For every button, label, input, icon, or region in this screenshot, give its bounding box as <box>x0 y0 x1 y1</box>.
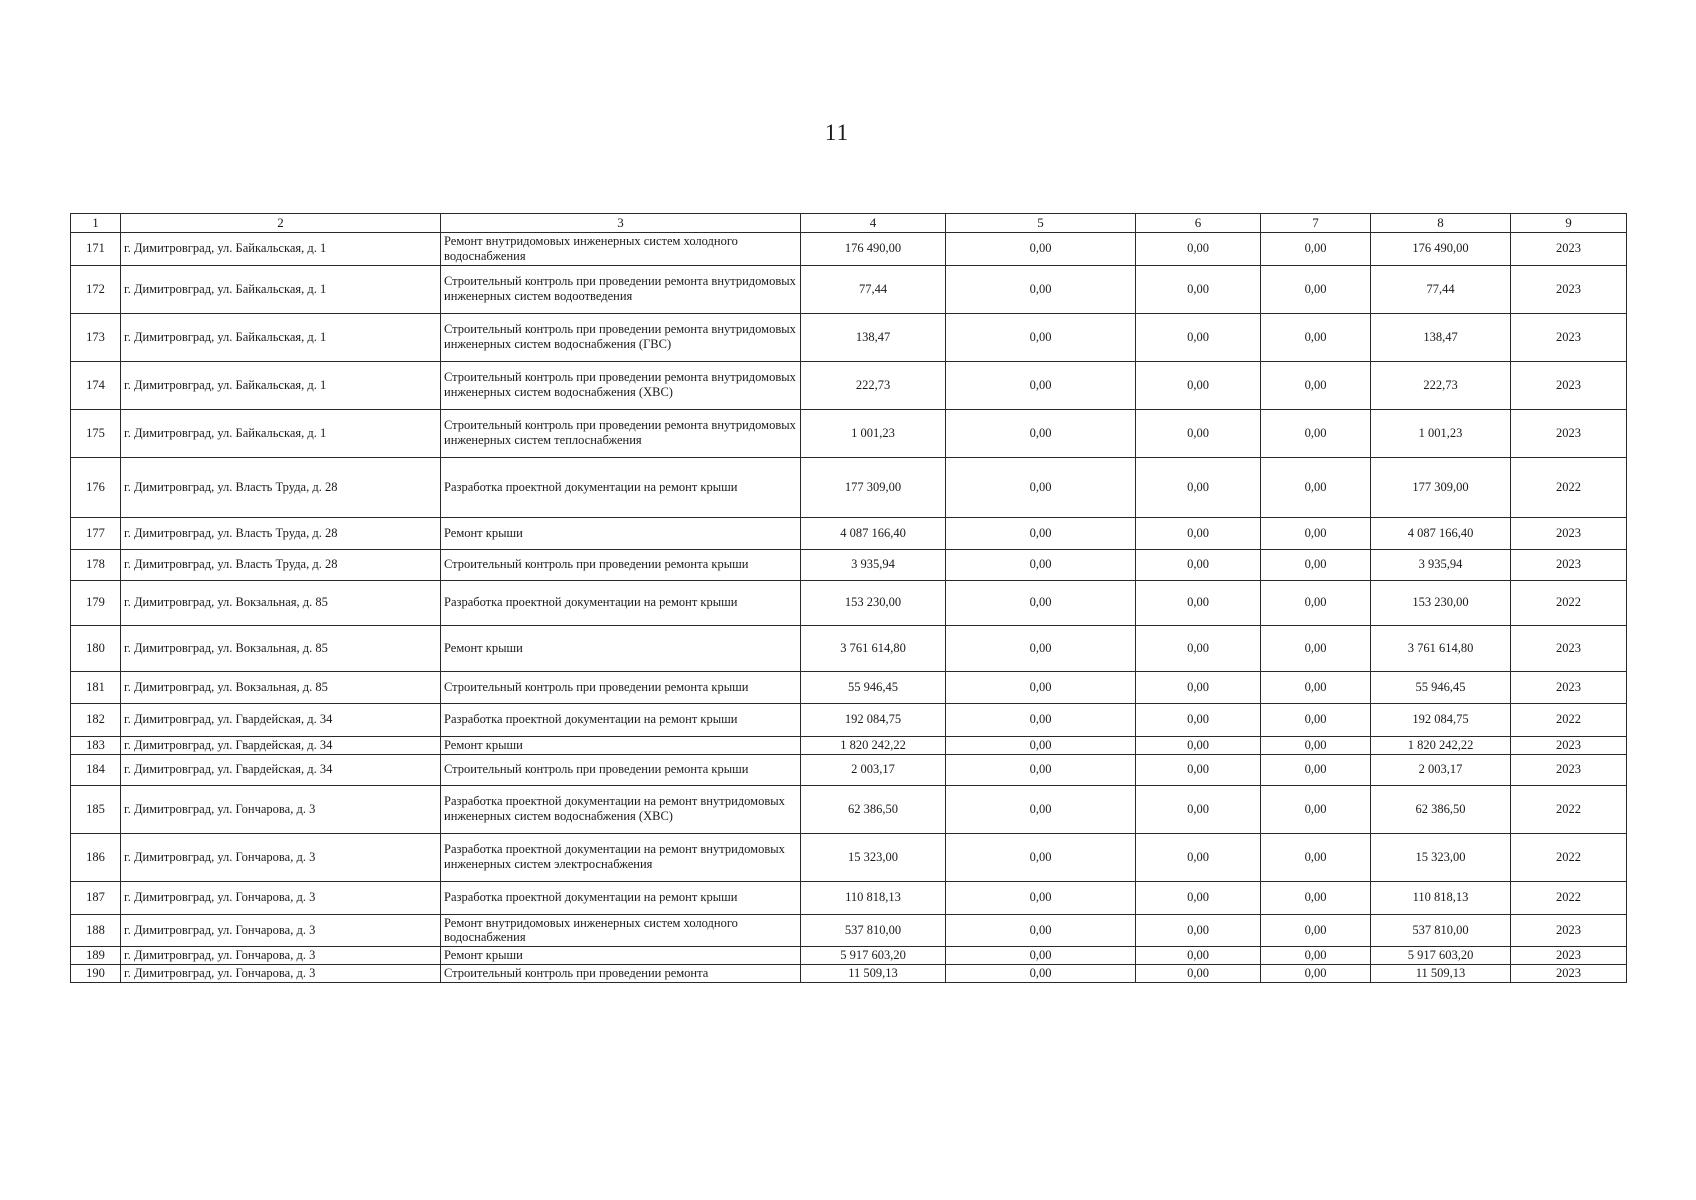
amount-col8-cell: 138,47 <box>1371 313 1511 361</box>
amount-total-cell: 537 810,00 <box>801 914 946 947</box>
address-cell: г. Димитровград, ул. Байкальская, д. 1 <box>121 409 441 457</box>
year-cell: 2023 <box>1511 964 1627 982</box>
work-type-cell: Разработка проектной документации на ремонт крыши <box>441 580 801 625</box>
amount-total-cell: 55 946,45 <box>801 671 946 703</box>
address-cell: г. Димитровград, ул. Вокзальная, д. 85 <box>121 671 441 703</box>
column-header: 4 <box>801 214 946 233</box>
row-number: 174 <box>71 361 121 409</box>
amount-col6-cell: 0,00 <box>1136 736 1261 754</box>
column-number-row <box>71 214 1627 233</box>
amount-col6-cell: 0,00 <box>1136 964 1261 982</box>
amount-col7-cell: 0,00 <box>1261 457 1371 517</box>
address-cell: г. Димитровград, ул. Гончарова, д. 3 <box>121 947 441 965</box>
work-type-cell: Разработка проектной документации на ремонт внутридомовых инженерных систем водоснабжения (ХВС) <box>441 785 801 833</box>
amount-col5-cell: 0,00 <box>946 409 1136 457</box>
amount-col5-cell: 0,00 <box>946 233 1136 266</box>
amount-col7-cell: 0,00 <box>1261 964 1371 982</box>
address-cell: г. Димитровград, ул. Гончарова, д. 3 <box>121 785 441 833</box>
year-cell: 2023 <box>1511 361 1627 409</box>
amount-total-cell: 110 818,13 <box>801 881 946 914</box>
amount-col6-cell: 0,00 <box>1136 549 1261 580</box>
amount-col8-cell: 1 820 242,22 <box>1371 736 1511 754</box>
amount-col7-cell: 0,00 <box>1261 517 1371 549</box>
year-cell: 2023 <box>1511 517 1627 549</box>
address-cell: г. Димитровград, ул. Вокзальная, д. 85 <box>121 625 441 671</box>
year-cell: 2022 <box>1511 881 1627 914</box>
amount-col7-cell: 0,00 <box>1261 914 1371 947</box>
amount-col5-cell: 0,00 <box>946 580 1136 625</box>
year-cell: 2022 <box>1511 833 1627 881</box>
year-cell: 2023 <box>1511 265 1627 313</box>
row-number: 180 <box>71 625 121 671</box>
year-cell: 2023 <box>1511 549 1627 580</box>
row-number: 182 <box>71 703 121 736</box>
amount-col5-cell: 0,00 <box>946 313 1136 361</box>
work-type-cell: Строительный контроль при проведении ремонта внутридомовых инженерных систем водоотведения <box>441 265 801 313</box>
address-cell: г. Димитровград, ул. Власть Труда, д. 28 <box>121 549 441 580</box>
amount-col7-cell: 0,00 <box>1261 265 1371 313</box>
amount-col6-cell: 0,00 <box>1136 233 1261 266</box>
column-header: 1 <box>71 214 121 233</box>
table-row <box>71 736 1627 754</box>
amount-total-cell: 176 490,00 <box>801 233 946 266</box>
row-number: 177 <box>71 517 121 549</box>
table-row <box>71 457 1627 517</box>
address-cell: г. Димитровград, ул. Гончарова, д. 3 <box>121 914 441 947</box>
amount-col8-cell: 537 810,00 <box>1371 914 1511 947</box>
column-header: 5 <box>946 214 1136 233</box>
amount-col8-cell: 62 386,50 <box>1371 785 1511 833</box>
amount-col8-cell: 4 087 166,40 <box>1371 517 1511 549</box>
page-number: 11 <box>824 120 850 145</box>
amount-total-cell: 62 386,50 <box>801 785 946 833</box>
amount-total-cell: 2 003,17 <box>801 754 946 785</box>
row-number: 188 <box>71 914 121 947</box>
amount-col6-cell: 0,00 <box>1136 517 1261 549</box>
amount-col5-cell: 0,00 <box>946 754 1136 785</box>
amount-col6-cell: 0,00 <box>1136 833 1261 881</box>
amount-total-cell: 1 820 242,22 <box>801 736 946 754</box>
amount-col6-cell: 0,00 <box>1136 703 1261 736</box>
address-cell: г. Димитровград, ул. Власть Труда, д. 28 <box>121 517 441 549</box>
amount-col8-cell: 3 761 614,80 <box>1371 625 1511 671</box>
amount-col6-cell: 0,00 <box>1136 625 1261 671</box>
amount-col5-cell: 0,00 <box>946 785 1136 833</box>
year-cell: 2022 <box>1511 703 1627 736</box>
table-row <box>71 833 1627 881</box>
amount-col7-cell: 0,00 <box>1261 625 1371 671</box>
address-cell: г. Димитровград, ул. Гончарова, д. 3 <box>121 833 441 881</box>
work-type-cell: Ремонт крыши <box>441 625 801 671</box>
amount-col8-cell: 15 323,00 <box>1371 833 1511 881</box>
repair-program-table <box>70 213 1627 983</box>
amount-col5-cell: 0,00 <box>946 265 1136 313</box>
column-header: 8 <box>1371 214 1511 233</box>
amount-col6-cell: 0,00 <box>1136 313 1261 361</box>
amount-col7-cell: 0,00 <box>1261 671 1371 703</box>
amount-col5-cell: 0,00 <box>946 517 1136 549</box>
amount-col8-cell: 77,44 <box>1371 265 1511 313</box>
work-type-cell: Разработка проектной документации на ремонт крыши <box>441 703 801 736</box>
row-number: 179 <box>71 580 121 625</box>
table-row <box>71 580 1627 625</box>
work-type-cell: Разработка проектной документации на ремонт крыши <box>441 881 801 914</box>
column-header: 3 <box>441 214 801 233</box>
row-number: 189 <box>71 947 121 965</box>
column-header: 2 <box>121 214 441 233</box>
amount-col6-cell: 0,00 <box>1136 785 1261 833</box>
amount-col5-cell: 0,00 <box>946 625 1136 671</box>
amount-col8-cell: 222,73 <box>1371 361 1511 409</box>
row-number: 172 <box>71 265 121 313</box>
row-number: 187 <box>71 881 121 914</box>
amount-total-cell: 1 001,23 <box>801 409 946 457</box>
table-row <box>71 785 1627 833</box>
amount-col7-cell: 0,00 <box>1261 580 1371 625</box>
year-cell: 2023 <box>1511 947 1627 965</box>
row-number: 190 <box>71 964 121 982</box>
amount-col7-cell: 0,00 <box>1261 361 1371 409</box>
amount-col6-cell: 0,00 <box>1136 361 1261 409</box>
table-row <box>71 313 1627 361</box>
table-row <box>71 361 1627 409</box>
row-number: 178 <box>71 549 121 580</box>
work-type-cell: Строительный контроль при проведении ремонта внутридомовых инженерных систем водоснабжения (ГВС) <box>441 313 801 361</box>
amount-total-cell: 77,44 <box>801 265 946 313</box>
work-type-cell: Разработка проектной документации на ремонт крыши <box>441 457 801 517</box>
amount-col5-cell: 0,00 <box>946 833 1136 881</box>
year-cell: 2023 <box>1511 914 1627 947</box>
amount-col6-cell: 0,00 <box>1136 409 1261 457</box>
table-row <box>71 947 1627 965</box>
row-number: 171 <box>71 233 121 266</box>
work-type-cell: Ремонт крыши <box>441 736 801 754</box>
address-cell: г. Димитровград, ул. Байкальская, д. 1 <box>121 265 441 313</box>
address-cell: г. Димитровград, ул. Гвардейская, д. 34 <box>121 754 441 785</box>
table-row <box>71 409 1627 457</box>
work-type-cell: Строительный контроль при проведении ремонта крыши <box>441 549 801 580</box>
amount-col5-cell: 0,00 <box>946 549 1136 580</box>
table-row <box>71 703 1627 736</box>
work-type-cell: Ремонт внутридомовых инженерных систем холодного водоснабжения <box>441 914 801 947</box>
amount-total-cell: 11 509,13 <box>801 964 946 982</box>
address-cell: г. Димитровград, ул. Вокзальная, д. 85 <box>121 580 441 625</box>
amount-col8-cell: 192 084,75 <box>1371 703 1511 736</box>
work-type-cell: Строительный контроль при проведении ремонта крыши <box>441 671 801 703</box>
table-body <box>71 233 1627 983</box>
table-row <box>71 549 1627 580</box>
row-number: 173 <box>71 313 121 361</box>
year-cell: 2022 <box>1511 457 1627 517</box>
amount-total-cell: 153 230,00 <box>801 580 946 625</box>
row-number: 181 <box>71 671 121 703</box>
amount-total-cell: 5 917 603,20 <box>801 947 946 965</box>
amount-total-cell: 192 084,75 <box>801 703 946 736</box>
amount-col5-cell: 0,00 <box>946 361 1136 409</box>
table-row <box>71 964 1627 982</box>
amount-col7-cell: 0,00 <box>1261 754 1371 785</box>
amount-col8-cell: 5 917 603,20 <box>1371 947 1511 965</box>
amount-col5-cell: 0,00 <box>946 881 1136 914</box>
work-type-cell: Строительный контроль при проведении ремонта <box>441 964 801 982</box>
amount-col5-cell: 0,00 <box>946 703 1136 736</box>
row-number: 176 <box>71 457 121 517</box>
address-cell: г. Димитровград, ул. Байкальская, д. 1 <box>121 361 441 409</box>
amount-total-cell: 177 309,00 <box>801 457 946 517</box>
amount-col7-cell: 0,00 <box>1261 409 1371 457</box>
amount-total-cell: 15 323,00 <box>801 833 946 881</box>
amount-col5-cell: 0,00 <box>946 947 1136 965</box>
amount-col6-cell: 0,00 <box>1136 947 1261 965</box>
amount-col6-cell: 0,00 <box>1136 265 1261 313</box>
address-cell: г. Димитровград, ул. Байкальская, д. 1 <box>121 313 441 361</box>
amount-col6-cell: 0,00 <box>1136 914 1261 947</box>
column-header: 7 <box>1261 214 1371 233</box>
amount-col6-cell: 0,00 <box>1136 671 1261 703</box>
amount-total-cell: 4 087 166,40 <box>801 517 946 549</box>
work-type-cell: Ремонт крыши <box>441 517 801 549</box>
amount-total-cell: 222,73 <box>801 361 946 409</box>
row-number: 184 <box>71 754 121 785</box>
amount-col7-cell: 0,00 <box>1261 549 1371 580</box>
amount-col7-cell: 0,00 <box>1261 703 1371 736</box>
amount-col6-cell: 0,00 <box>1136 580 1261 625</box>
address-cell: г. Димитровград, ул. Гончарова, д. 3 <box>121 964 441 982</box>
year-cell: 2023 <box>1511 736 1627 754</box>
address-cell: г. Димитровград, ул. Гвардейская, д. 34 <box>121 736 441 754</box>
amount-col5-cell: 0,00 <box>946 457 1136 517</box>
table-row <box>71 671 1627 703</box>
year-cell: 2022 <box>1511 785 1627 833</box>
amount-col5-cell: 0,00 <box>946 964 1136 982</box>
amount-col8-cell: 11 509,13 <box>1371 964 1511 982</box>
amount-total-cell: 3 935,94 <box>801 549 946 580</box>
year-cell: 2023 <box>1511 625 1627 671</box>
work-type-cell: Строительный контроль при проведении ремонта внутридомовых инженерных систем теплоснабжения <box>441 409 801 457</box>
amount-col6-cell: 0,00 <box>1136 754 1261 785</box>
table-row <box>71 625 1627 671</box>
table-row <box>71 233 1627 266</box>
table-row <box>71 881 1627 914</box>
table-row <box>71 754 1627 785</box>
row-number: 183 <box>71 736 121 754</box>
table-row <box>71 914 1627 947</box>
year-cell: 2022 <box>1511 580 1627 625</box>
address-cell: г. Димитровград, ул. Байкальская, д. 1 <box>121 233 441 266</box>
amount-col7-cell: 0,00 <box>1261 313 1371 361</box>
work-type-cell: Разработка проектной документации на ремонт внутридомовых инженерных систем электроснабжения <box>441 833 801 881</box>
amount-col8-cell: 3 935,94 <box>1371 549 1511 580</box>
column-header: 6 <box>1136 214 1261 233</box>
amount-col8-cell: 55 946,45 <box>1371 671 1511 703</box>
year-cell: 2023 <box>1511 409 1627 457</box>
table-row <box>71 517 1627 549</box>
row-number: 186 <box>71 833 121 881</box>
table-row <box>71 265 1627 313</box>
amount-col7-cell: 0,00 <box>1261 785 1371 833</box>
amount-col5-cell: 0,00 <box>946 914 1136 947</box>
work-type-cell: Ремонт крыши <box>441 947 801 965</box>
amount-col7-cell: 0,00 <box>1261 233 1371 266</box>
amount-col7-cell: 0,00 <box>1261 947 1371 965</box>
address-cell: г. Димитровград, ул. Власть Труда, д. 28 <box>121 457 441 517</box>
amount-col8-cell: 177 309,00 <box>1371 457 1511 517</box>
column-header: 9 <box>1511 214 1627 233</box>
year-cell: 2023 <box>1511 754 1627 785</box>
amount-col8-cell: 153 230,00 <box>1371 580 1511 625</box>
address-cell: г. Димитровград, ул. Гвардейская, д. 34 <box>121 703 441 736</box>
work-type-cell: Строительный контроль при проведении ремонта внутридомовых инженерных систем водоснабжения (ХВС) <box>441 361 801 409</box>
amount-col5-cell: 0,00 <box>946 736 1136 754</box>
amount-col5-cell: 0,00 <box>946 671 1136 703</box>
amount-col7-cell: 0,00 <box>1261 736 1371 754</box>
work-type-cell: Строительный контроль при проведении ремонта крыши <box>441 754 801 785</box>
amount-total-cell: 138,47 <box>801 313 946 361</box>
work-type-cell: Ремонт внутридомовых инженерных систем холодного водоснабжения <box>441 233 801 266</box>
year-cell: 2023 <box>1511 671 1627 703</box>
year-cell: 2023 <box>1511 233 1627 266</box>
row-number: 185 <box>71 785 121 833</box>
amount-total-cell: 3 761 614,80 <box>801 625 946 671</box>
amount-col8-cell: 176 490,00 <box>1371 233 1511 266</box>
amount-col8-cell: 1 001,23 <box>1371 409 1511 457</box>
amount-col8-cell: 110 818,13 <box>1371 881 1511 914</box>
amount-col7-cell: 0,00 <box>1261 881 1371 914</box>
address-cell: г. Димитровград, ул. Гончарова, д. 3 <box>121 881 441 914</box>
year-cell: 2023 <box>1511 313 1627 361</box>
amount-col7-cell: 0,00 <box>1261 833 1371 881</box>
amount-col6-cell: 0,00 <box>1136 457 1261 517</box>
amount-col8-cell: 2 003,17 <box>1371 754 1511 785</box>
row-number: 175 <box>71 409 121 457</box>
amount-col6-cell: 0,00 <box>1136 881 1261 914</box>
